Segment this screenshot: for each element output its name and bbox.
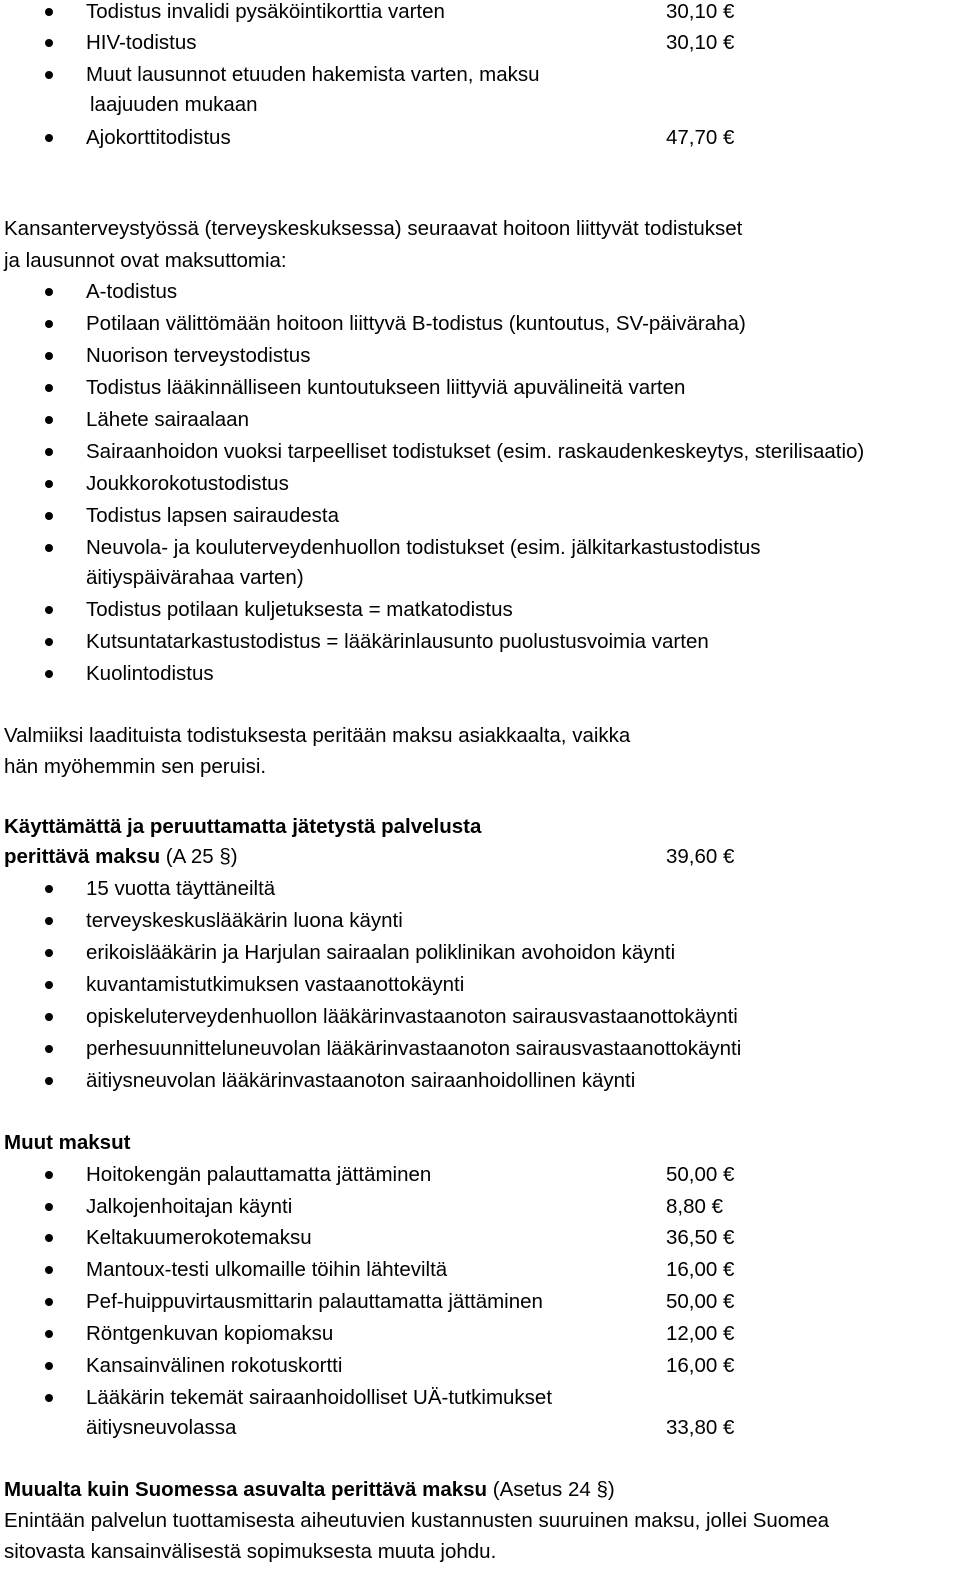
item-text: perhesuunnitteluneuvolan lääkärinvastaanoton sairausvastaanottokäynti	[86, 1037, 742, 1060]
item-text: Lähete sairaalaan	[86, 408, 249, 431]
item-price: 16,00 €	[666, 1354, 735, 1377]
item-text: HIV-todistus	[86, 31, 197, 54]
section-heading-ref: (Asetus 24 §)	[487, 1478, 615, 1501]
item-text: Jalkojenhoitajan käynti	[86, 1195, 293, 1218]
bullet-icon	[45, 885, 53, 893]
paragraph: Valmiiksi laadituista todistuksesta peritään maksu asiakkaalta, vaikka	[4, 724, 631, 747]
bullet-icon	[45, 638, 53, 646]
section-heading-line	[4, 1474, 615, 1505]
item-price: 33,80 €	[666, 1416, 735, 1439]
item-text-continuation: äitiyspäivärahaa varten)	[86, 566, 304, 589]
bullet-icon	[45, 39, 53, 47]
bullet-icon	[45, 917, 53, 925]
section-heading-bold: perittävä maksu	[4, 845, 161, 868]
section-heading: Käyttämättä ja peruuttamatta jätetystä palvelusta	[4, 815, 482, 838]
item-text: erikoislääkärin ja Harjulan sairaalan poliklinikan avohoidon käynti	[86, 941, 676, 964]
bullet-icon	[45, 1171, 53, 1179]
item-text: Potilaan välittömään hoitoon liittyvä B-todistus (kuntoutus, SV-päiväraha)	[86, 312, 746, 335]
item-text: Todistus lapsen sairaudesta	[86, 504, 339, 527]
bullet-icon	[45, 320, 53, 328]
bullet-icon	[45, 1362, 53, 1370]
bullet-icon	[45, 384, 53, 392]
bullet-icon	[45, 352, 53, 360]
item-text: Muut lausunnot etuuden hakemista varten, maksu	[86, 63, 540, 86]
bullet-icon	[45, 1013, 53, 1021]
bullet-icon	[45, 134, 53, 142]
bullet-icon	[45, 949, 53, 957]
item-text: Todistus potilaan kuljetuksesta = matkatodistus	[86, 598, 513, 621]
bullet-icon	[45, 670, 53, 678]
item-price: 50,00 €	[666, 1163, 735, 1186]
item-text: Kuolintodistus	[86, 662, 214, 685]
section-heading-bold: Muualta kuin Suomessa asuvalta perittävä maksu	[4, 1478, 488, 1501]
bullet-icon	[45, 8, 53, 16]
paragraph: Kansanterveystyössä (terveyskeskuksessa) seuraavat hoitoon liittyvät todistukset	[4, 217, 743, 240]
bullet-icon	[45, 1045, 53, 1053]
item-price: 16,00 €	[666, 1258, 735, 1281]
paragraph: sitovasta kansainvälisestä sopimuksesta muuta johdu.	[4, 1540, 497, 1563]
item-text: Röntgenkuvan kopiomaksu	[86, 1322, 334, 1345]
bullet-icon	[45, 1077, 53, 1085]
item-text: Nuorison terveystodistus	[86, 344, 311, 367]
paragraph: hän myöhemmin sen peruisi.	[4, 755, 267, 778]
paragraph: ja lausunnot ovat maksuttomia:	[4, 249, 287, 272]
item-text-continuation: äitiysneuvolassa	[86, 1416, 237, 1439]
item-price: 30,10 €	[666, 0, 735, 23]
bullet-icon	[45, 480, 53, 488]
item-text: kuvantamistutkimuksen vastaanottokäynti	[86, 973, 465, 996]
item-text: opiskeluterveydenhuollon lääkärinvastaanoton sairausvastaanottokäynti	[86, 1005, 738, 1028]
item-price: 8,80 €	[666, 1195, 723, 1218]
section-heading-line	[4, 842, 238, 872]
item-text: Sairaanhoidon vuoksi tarpeelliset todistukset (esim. raskaudenkeskeytys, sterilisaatio)	[86, 440, 865, 463]
item-price: 36,50 €	[666, 1226, 735, 1249]
bullet-icon	[45, 1203, 53, 1211]
item-text: terveyskeskuslääkärin luona käynti	[86, 909, 403, 932]
item-text: Ajokorttitodistus	[86, 126, 231, 149]
bullet-icon	[45, 1394, 53, 1402]
item-price: 50,00 €	[666, 1290, 735, 1313]
bullet-icon	[45, 981, 53, 989]
item-text: äitiysneuvolan lääkärinvastaanoton sairaanhoidollinen käynti	[86, 1069, 636, 1092]
bullet-icon	[45, 288, 53, 296]
item-text: Joukkorokotustodistus	[86, 472, 289, 495]
bullet-icon	[45, 544, 53, 552]
item-text: A-todistus	[86, 280, 178, 303]
item-text: Hoitokengän palauttamatta jättäminen	[86, 1163, 432, 1186]
item-text: Todistus lääkinnälliseen kuntoutukseen liittyviä apuvälineitä varten	[86, 376, 686, 399]
item-text: Kansainvälinen rokotuskortti	[86, 1354, 343, 1377]
bullet-icon	[45, 606, 53, 614]
item-text: Pef-huippuvirtausmittarin palauttamatta jättäminen	[86, 1290, 543, 1313]
item-text: 15 vuotta täyttäneiltä	[86, 877, 276, 900]
bullet-icon	[45, 71, 53, 79]
bullet-icon	[45, 512, 53, 520]
item-text: Keltakuumerokotemaksu	[86, 1226, 312, 1249]
item-text: Mantoux-testi ulkomaille töihin lähteviltä	[86, 1258, 448, 1281]
bullet-icon	[45, 1330, 53, 1338]
bullet-icon	[45, 1234, 53, 1242]
item-text-continuation: laajuuden mukaan	[90, 93, 258, 116]
bullet-icon	[45, 416, 53, 424]
bullet-icon	[45, 1266, 53, 1274]
section-heading-ref: (A 25 §)	[160, 845, 238, 868]
bullet-icon	[45, 1298, 53, 1306]
item-price: 47,70 €	[666, 126, 735, 149]
item-text: Kutsuntatarkastustodistus = lääkärinlausunto puolustusvoimia varten	[86, 630, 709, 653]
item-text: Lääkärin tekemät sairaanhoidolliset UÄ-tutkimukset	[86, 1386, 553, 1409]
fee-price: 39,60 €	[666, 845, 735, 868]
section-heading: Muut maksut	[4, 1131, 131, 1154]
item-text: Neuvola- ja kouluterveydenhuollon todistukset (esim. jälkitarkastustodistus	[86, 536, 761, 559]
bullet-icon	[45, 448, 53, 456]
item-price: 12,00 €	[666, 1322, 735, 1345]
item-text: Todistus invalidi pysäköintikorttia varten	[86, 0, 445, 23]
paragraph: Enintään palvelun tuottamisesta aiheutuvien kustannusten suuruinen maksu, jollei Suomea	[4, 1509, 830, 1532]
item-price: 30,10 €	[666, 31, 735, 54]
